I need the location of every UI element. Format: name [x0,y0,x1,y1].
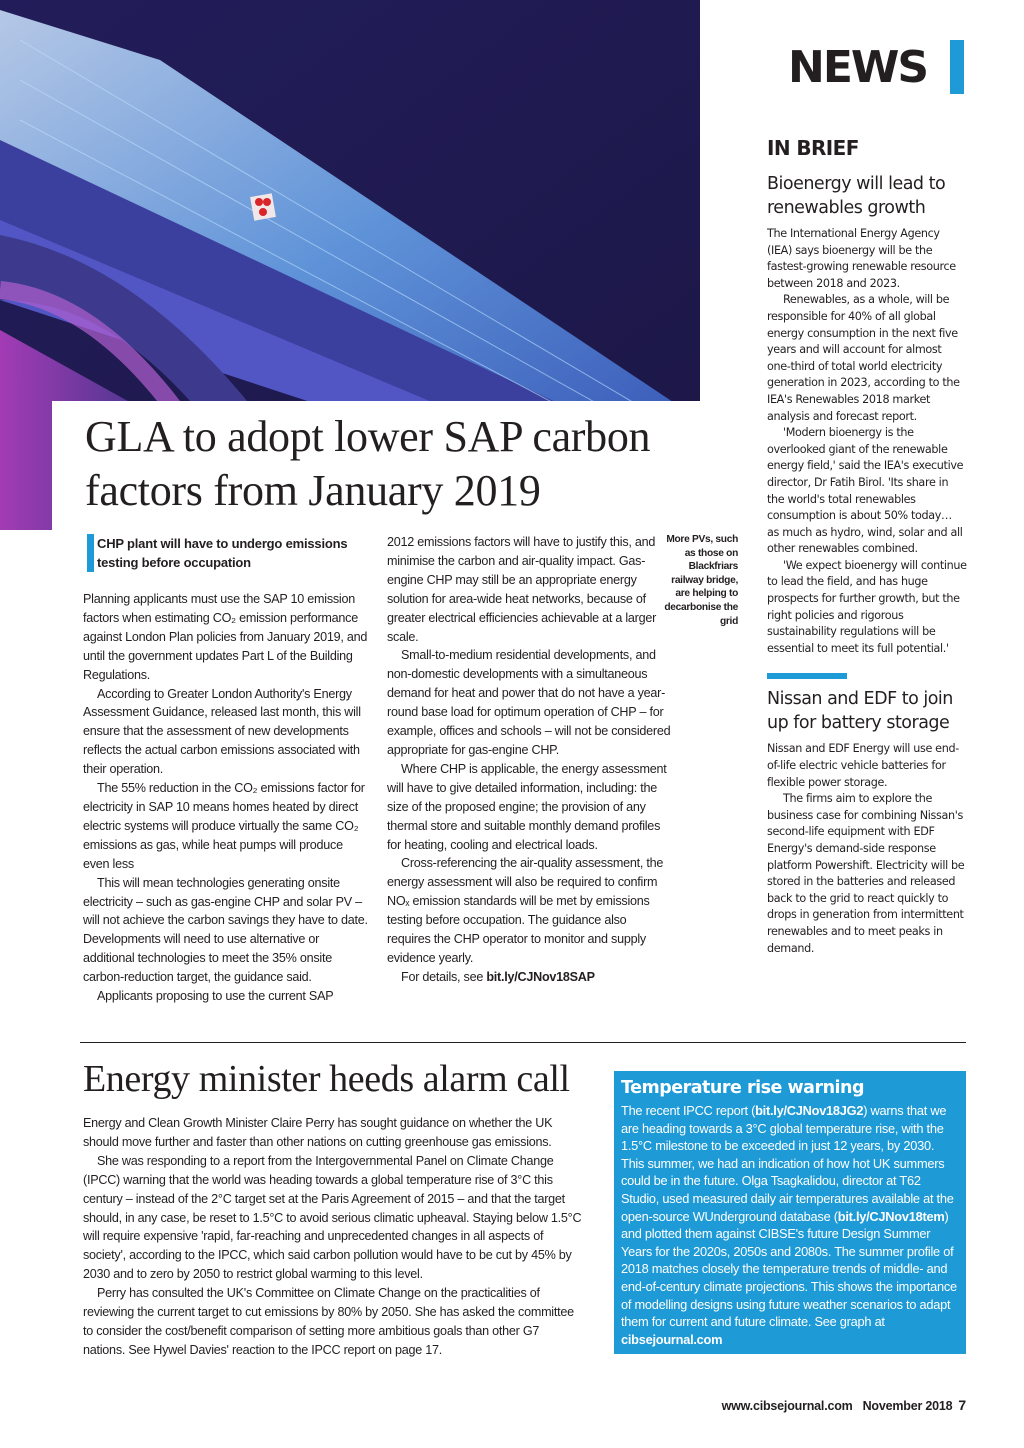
second-article-body [83,1114,583,1360]
section-accent-bar [950,40,964,94]
details-link[interactable]: bit.ly/CJNov18SAP [486,969,595,984]
box-text: ) warns that we are heading towards a 3°C global temperature rise, with the 1.5°C milestone to be exceeded in just 12 years, by 2030. This summer, we had an indication of how hot UK summers could be in the future. Olga Tsagkalidou, director at T62 Studio, used measured daily air temperatures available at the open-source WUnderground database ( [621,1103,954,1224]
second-headline: Energy minister heeds alarm call [83,1058,570,1100]
box-link-ipcc[interactable]: bit.ly/CJNov18JG2 [755,1103,864,1118]
article-paragraph: Where CHP is applicable, the energy assessment will have to give detailed information, including: the size of the proposed engine; the provision of any thermal store and suitable monthly demand profiles for heating, cooling and electrical loads. [387,761,667,852]
article-paragraph: Energy and Clean Growth Minister Claire Perry has sought guidance on whether the UK should move further and faster than other nations on cutting greenhouse gas emissions. [83,1116,553,1149]
article-paragraph: Cross-referencing the air-quality assessment, the energy assessment will also be required to confirm NOₓ emission standards will be met by emissions testing before occupation. The guidance also requires the CHP operator to monitor and supply evidence yearly. [387,856,664,965]
article-paragraph: The 55% reduction in the CO₂ emissions factor for electricity in SAP 10 means homes heated by direct electric systems will produce virtually the same CO₂ emissions as gas, while heat pumps will produce even less [83,781,365,871]
article-paragraph: 2012 emissions factors will have to justify this, and minimise the carbon and air-quality impact. Gas-engine CHP may still be an appropriate energy solution for area-wide heat networks, because of greater electrical efficiencies achievable at a larger scale. [387,535,657,644]
article-column-2 [387,533,672,987]
brief-item [767,172,967,657]
footer-url[interactable]: www.cibsejournal.com [721,1399,853,1413]
brief-paragraph: The International Energy Agency (IEA) says bioenergy will be the fastest-growing renewable resource between 2018 and 2023. [767,227,956,290]
in-brief-sidebar [767,134,967,957]
brief-paragraph: Nissan and EDF Energy will use end-of-life electric vehicle batteries for flexible power storage. [767,742,959,789]
article-paragraph: According to Greater London Authority's Energy Assessment Guidance, released last month, this will ensure that the assessment of new developments reflects the actual carbon emissions associated with their operation. [83,686,361,777]
details-prefix: For details, see [401,969,487,984]
brief-item [767,687,967,957]
photo-caption: More PVs, such as those on Blackfriars railway bridge, are helping to decarbonise the grid [664,534,738,627]
details-line [387,968,672,987]
page-number: 7 [958,1397,966,1413]
box-link-cibsejournal[interactable]: cibsejournal.com [621,1331,723,1347]
article-paragraph: Small-to-medium residential developments, and non-domestic developments with a simultaneous demand for heat and power that do not have a year-round base load for optimum operation of CHP – for example, offices and schools – will not be considered appropriate for gas-engine CHP. [387,648,671,757]
standfirst: CHP plant will have to undergo emissions testing before occupation [87,534,377,572]
in-brief-heading: IN BRIEF [767,136,859,160]
article-paragraph: Applicants proposing to use the current SAP [97,989,334,1004]
article-paragraph: Perry has consulted the UK's Committee on Climate Change on the practicalities of reviewing the current target to cut emissions by 80% by 2050. She has asked the committee to consider the cost/benefit comparison of setting more ambitious goals than other G7 nations. See Hywel Davies' reaction to the IPCC report on page 17. [83,1286,574,1357]
brief-paragraph: 'Modern bioenergy is the overlooked giant of the renewable energy field,' said the IEA's executive director, Dr Fatih Birol. 'Its share in the world's total renewables consumption is about 50% today… as much as hydro, wind, solar and all other renewables combined. [767,426,964,556]
box-title: Temperature rise warning [621,1078,865,1098]
article-paragraph: This will mean technologies generating onsite electricity – such as gas-engine CHP and solar PV – will not achieve the carbon savings they have to date. Developments will need to use alternative or additional technologies to meet the 35% onsite carbon-reduction target, the guidance said. [83,875,368,985]
article-paragraph: She was responding to a report from the Intergovernmental Panel on Climate Change (IPCC) warning that the world was heading towards a global temperature rise of 3°C this century – instead of the 2°C target set at the Paris Agreement of 2015 – and that the target should, in any case, be reset to 1.5°C to avoid serious climatic upheaval. Staying below 1.5°C will require expensive 'rapid, far-reaching and unprecedented changes in all aspects of society', according to the IPCC, which said carbon pollution would have to be cut by 45% by 2030 and to zero by 2050 to restrict global warming to this level. [83,1153,582,1282]
footer-date: November 2018 [862,1399,953,1413]
brief-paragraph: Renewables, as a whole, will be responsible for 40% of all global energy consumption in the next five years and will account for almost one-third of total world electricity generation in 2023, according to the IEA's Renewables 2018 market analysis and forecast report. [767,293,960,423]
article-paragraph: Planning applicants must use the SAP 10 emission factors when estimating CO₂ emission performance against London Plan policies from January 2019, and until the government updates Part L of the Building Regulations. [83,592,368,682]
main-headline: GLA to adopt lower SAP carbon factors from January 2019 [85,412,651,515]
brief-paragraph: 'We expect bioenergy will continue to lead the field, and has huge prospects for further growth, but the right policies and rigorous sustainability regulations will be essential to meet its full potential.' [767,558,967,655]
box-text: ) and plotted them against CIBSE's future Design Summer Years for the 2020s, 2050s and 2080s. The summer profile of 2018 matches closely the temperature trends of middle- and end-of-century climate projections. This shows the importance of modelling designs using future weather scenarios to adapt them for current and future climate. See graph at [621,1208,957,1330]
box-text: The recent IPCC report ( [621,1103,756,1118]
section-label: NEWS [788,42,928,93]
page-footer [722,1397,966,1413]
box-body [621,1102,958,1348]
brief-title: Bioenergy will lead to renewables growth [767,174,946,218]
brief-separator [767,673,847,679]
temperature-rise-box [614,1071,966,1354]
brief-paragraph: The firms aim to explore the business case for combining Nissan's second-life equipment with EDF Energy's demand-side response platform Powershift. Electricity will be stored in the batteries and released back to the grid to react quickly to drops in generation from intermittent renewables and to meet peaks in demand. [767,792,965,955]
section-divider [80,1042,966,1043]
article-column-1 [83,590,368,1006]
box-link-wunderground[interactable]: bit.ly/CJNov18tem [837,1208,945,1224]
brief-title: Nissan and EDF to join up for battery storage [767,689,953,734]
